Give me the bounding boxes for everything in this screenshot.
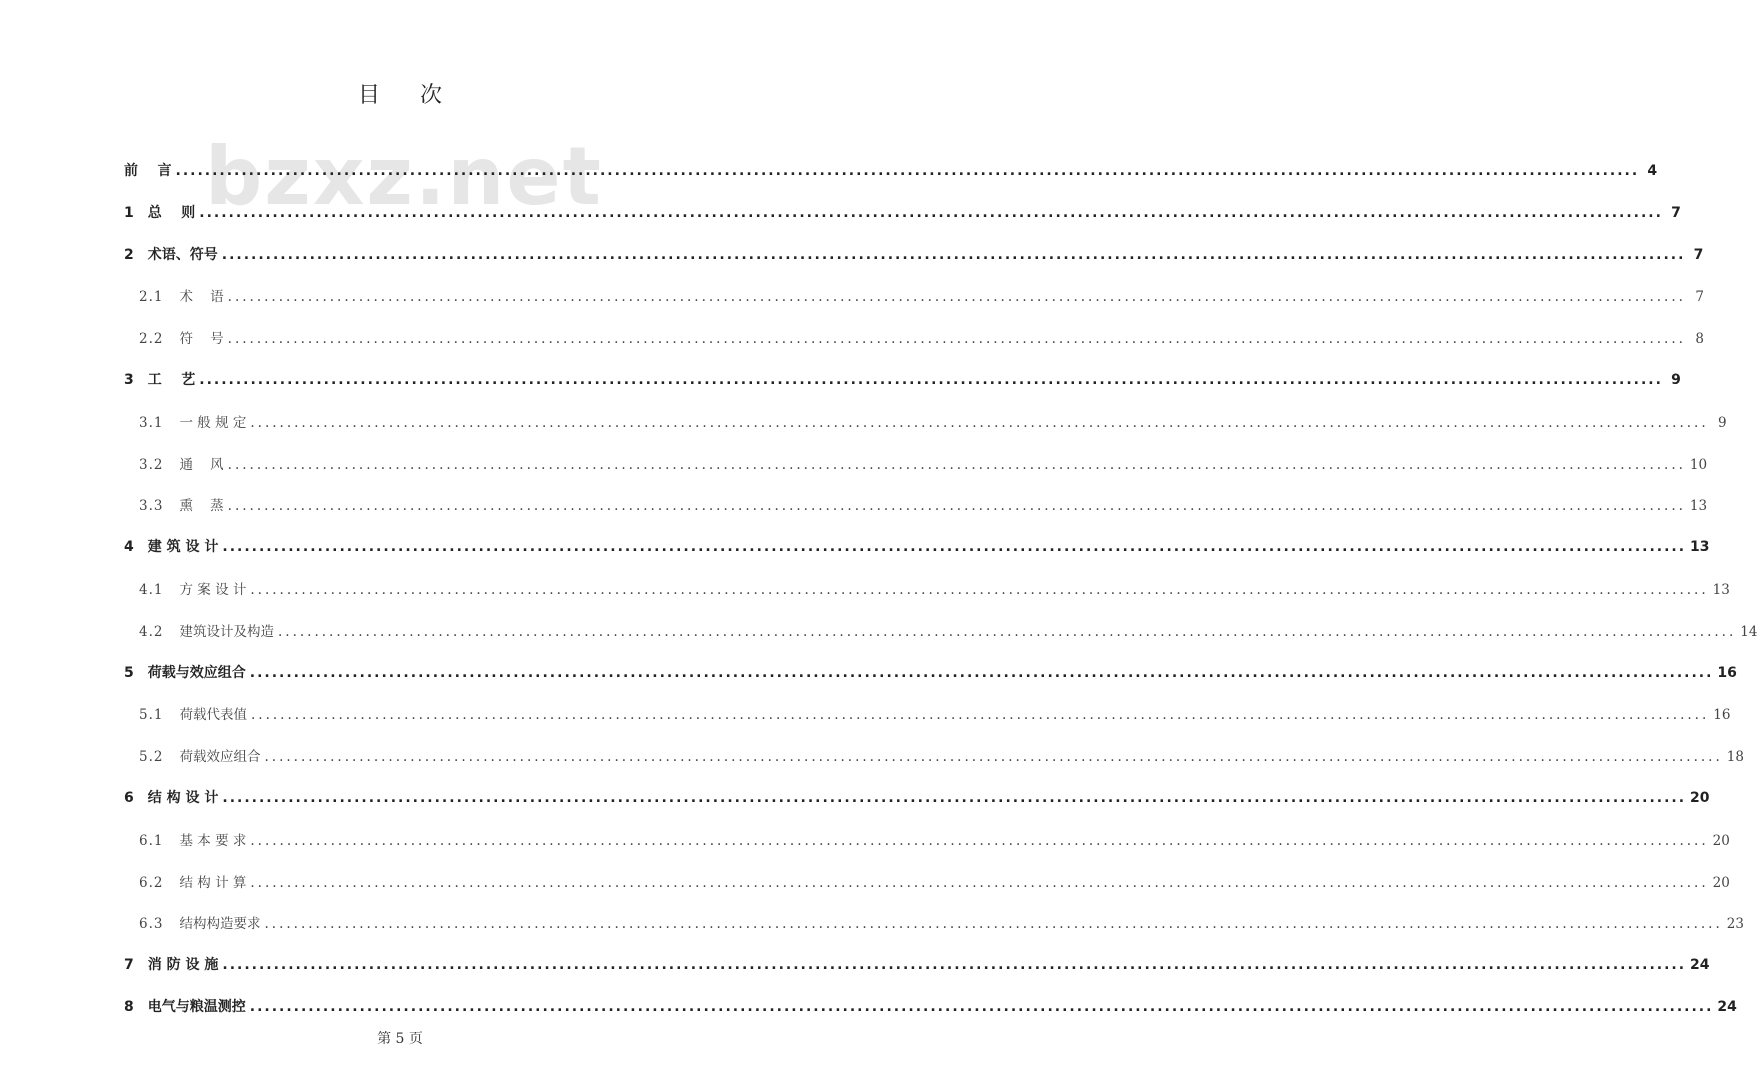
toc-leader-dots: ........................................................................................................................................................................................................: [222, 539, 1687, 556]
toc-entry-label: 结 构 设 计: [147, 790, 219, 806]
toc-entry-label: 一 般 规 定: [179, 414, 247, 431]
toc-leader-dots: ........................................................................................................................................................................................................: [250, 414, 1709, 431]
toc-entry-number: 5.2: [139, 749, 164, 766]
toc-entry-label: 方 案 设 计: [179, 582, 247, 598]
toc-entry-page: 7: [1693, 246, 1704, 263]
toc-entry-number: 3.2: [139, 456, 164, 473]
toc-entry-page: 9: [1718, 414, 1727, 431]
toc-entry-page: 9: [1671, 372, 1681, 388]
toc-entry-page: 24: [1717, 999, 1737, 1015]
toc-leader-dots: ........................................................................................................................................................................................................: [199, 204, 1663, 221]
toc-entry-page: 13: [1690, 539, 1710, 556]
toc-entry[interactable]: [139, 327, 1704, 349]
toc-entry-page: 16: [1717, 664, 1737, 681]
toc-entry-label: 符 号: [179, 331, 224, 348]
toc-entry[interactable]: [124, 369, 1681, 391]
toc-leader-dots: ........................................................................................................................................................................................................: [250, 874, 1709, 891]
toc-entry[interactable]: [139, 285, 1704, 307]
toc-leader-dots: ........................................................................................................................................................................................................: [250, 832, 1709, 849]
toc-entry[interactable]: [139, 411, 1727, 433]
toc-entry-label: 熏 蒸: [179, 498, 224, 515]
toc-leader-dots: ........................................................................................................................................................................................................: [227, 331, 1686, 348]
toc-entry-page: 7: [1671, 204, 1681, 221]
toc-entry-label: 术 语: [179, 289, 224, 306]
toc-entry-page: 23: [1726, 916, 1744, 933]
toc-entry-label: 消 防 设 施: [147, 957, 219, 974]
toc-entry-label: 工 艺: [147, 372, 196, 388]
toc-leader-dots: ........................................................................................................................................................................................................: [250, 582, 1709, 598]
toc-entry-label: 结构构造要求: [179, 916, 261, 933]
toc-entry-label: 荷载效应组合: [179, 749, 261, 766]
toc-entry-label: 建筑设计及构造: [179, 623, 274, 640]
toc-leader-dots: ........................................................................................................................................................................................................: [175, 163, 1640, 179]
toc-leader-dots: ........................................................................................................................................................................................................: [264, 916, 1723, 933]
toc-entry-label: 基 本 要 求: [179, 832, 247, 849]
toc-entry-page: 13: [1712, 582, 1730, 598]
toc-entry-page: 7: [1695, 289, 1704, 306]
toc-entry-number: 6.1: [139, 832, 164, 849]
toc-entry-number: 5: [124, 664, 134, 681]
toc-entry-label: 总 则: [147, 204, 196, 221]
toc-entry-label: 荷载与效应组合: [147, 664, 246, 681]
toc-entry[interactable]: [124, 954, 1710, 976]
toc-entry[interactable]: [139, 578, 1730, 600]
toc-entry[interactable]: [139, 829, 1730, 851]
toc-entry-number: 4: [124, 539, 134, 556]
toc-entry-number: 4.2: [139, 623, 164, 640]
toc-entry-page: 16: [1713, 707, 1731, 724]
toc-entry-number: 3.1: [139, 414, 164, 431]
toc-leader-dots: ........................................................................................................................................................................................................: [199, 372, 1663, 388]
toc-entry-number: 7: [124, 957, 134, 974]
toc-entry-page: 8: [1695, 331, 1704, 348]
toc-entry-number: 1: [124, 204, 134, 221]
toc-entry[interactable]: [124, 160, 1658, 182]
toc-entry-label: 建 筑 设 计: [147, 539, 219, 556]
toc-entry-number: 2.1: [139, 289, 164, 306]
toc-entry-page: 10: [1689, 456, 1708, 473]
toc-leader-dots: ........................................................................................................................................................................................................: [264, 749, 1723, 766]
toc-leader-dots: ........................................................................................................................................................................................................: [249, 999, 1714, 1015]
watermark: bzxz.net: [205, 130, 603, 223]
toc-entry[interactable]: [124, 244, 1704, 266]
toc-entry-label: 荷载代表值: [179, 707, 247, 724]
toc-entry-number: 3.3: [139, 498, 164, 515]
toc-entry[interactable]: [124, 996, 1737, 1018]
toc-entry[interactable]: [124, 202, 1681, 224]
toc-entry[interactable]: [124, 536, 1710, 558]
toc-entry-page: 20: [1712, 832, 1730, 849]
toc-entry-page: 14: [1740, 623, 1757, 640]
page-title: 目次: [357, 83, 482, 108]
toc-entry-number: 8: [124, 999, 134, 1015]
toc-leader-dots: ........................................................................................................................................................................................................: [221, 246, 1686, 263]
toc-entry[interactable]: [139, 494, 1708, 516]
toc-entry-page: 18: [1726, 749, 1744, 766]
toc-leader-dots: ........................................................................................................................................................................................................: [227, 456, 1686, 473]
toc-entry-label: 术语、符号: [147, 246, 218, 263]
toc-leader-dots: ........................................................................................................................................................................................................: [277, 623, 1737, 640]
toc-entry[interactable]: [124, 662, 1737, 684]
toc-entry[interactable]: [139, 453, 1708, 475]
toc-entry-page: 20: [1690, 790, 1710, 806]
toc-entry-label: 前 言: [124, 163, 172, 179]
toc-entry-number: 3: [124, 372, 134, 388]
toc-entry-number: 5.1: [139, 707, 164, 724]
toc-leader-dots: ........................................................................................................................................................................................................: [227, 289, 1686, 306]
toc-entry[interactable]: [139, 871, 1730, 893]
toc-entry-label: 电气与粮温测控: [147, 999, 246, 1015]
page-number: 第 5 页: [377, 1031, 423, 1047]
toc-leader-dots: ........................................................................................................................................................................................................: [250, 707, 1710, 724]
toc-entry-label: 结 构 计 算: [179, 874, 247, 891]
toc-entry-page: 24: [1690, 957, 1710, 974]
toc-leader-dots: ........................................................................................................................................................................................................: [227, 498, 1686, 515]
toc-entry-page: 13: [1689, 498, 1708, 515]
toc-entry-number: 6.3: [139, 916, 164, 933]
toc-entry[interactable]: [139, 703, 1731, 725]
toc-entry-label: 通 风: [179, 456, 224, 473]
toc-entry-number: 4.1: [139, 582, 164, 598]
toc-entry-page: 4: [1647, 163, 1658, 179]
toc-leader-dots: ........................................................................................................................................................................................................: [222, 790, 1687, 806]
toc-entry[interactable]: [139, 912, 1744, 934]
toc-entry-page: 20: [1712, 874, 1730, 891]
toc-entry-number: 6: [124, 790, 134, 806]
toc-entry[interactable]: [124, 787, 1710, 809]
toc-entry-number: 2.2: [139, 331, 164, 348]
toc-entry[interactable]: [139, 620, 1757, 642]
toc-entry[interactable]: [139, 745, 1744, 767]
toc-entry-number: 2: [124, 246, 134, 263]
toc-leader-dots: ........................................................................................................................................................................................................: [222, 957, 1687, 974]
toc-entry-number: 6.2: [139, 874, 164, 891]
toc-leader-dots: ........................................................................................................................................................................................................: [249, 664, 1714, 681]
